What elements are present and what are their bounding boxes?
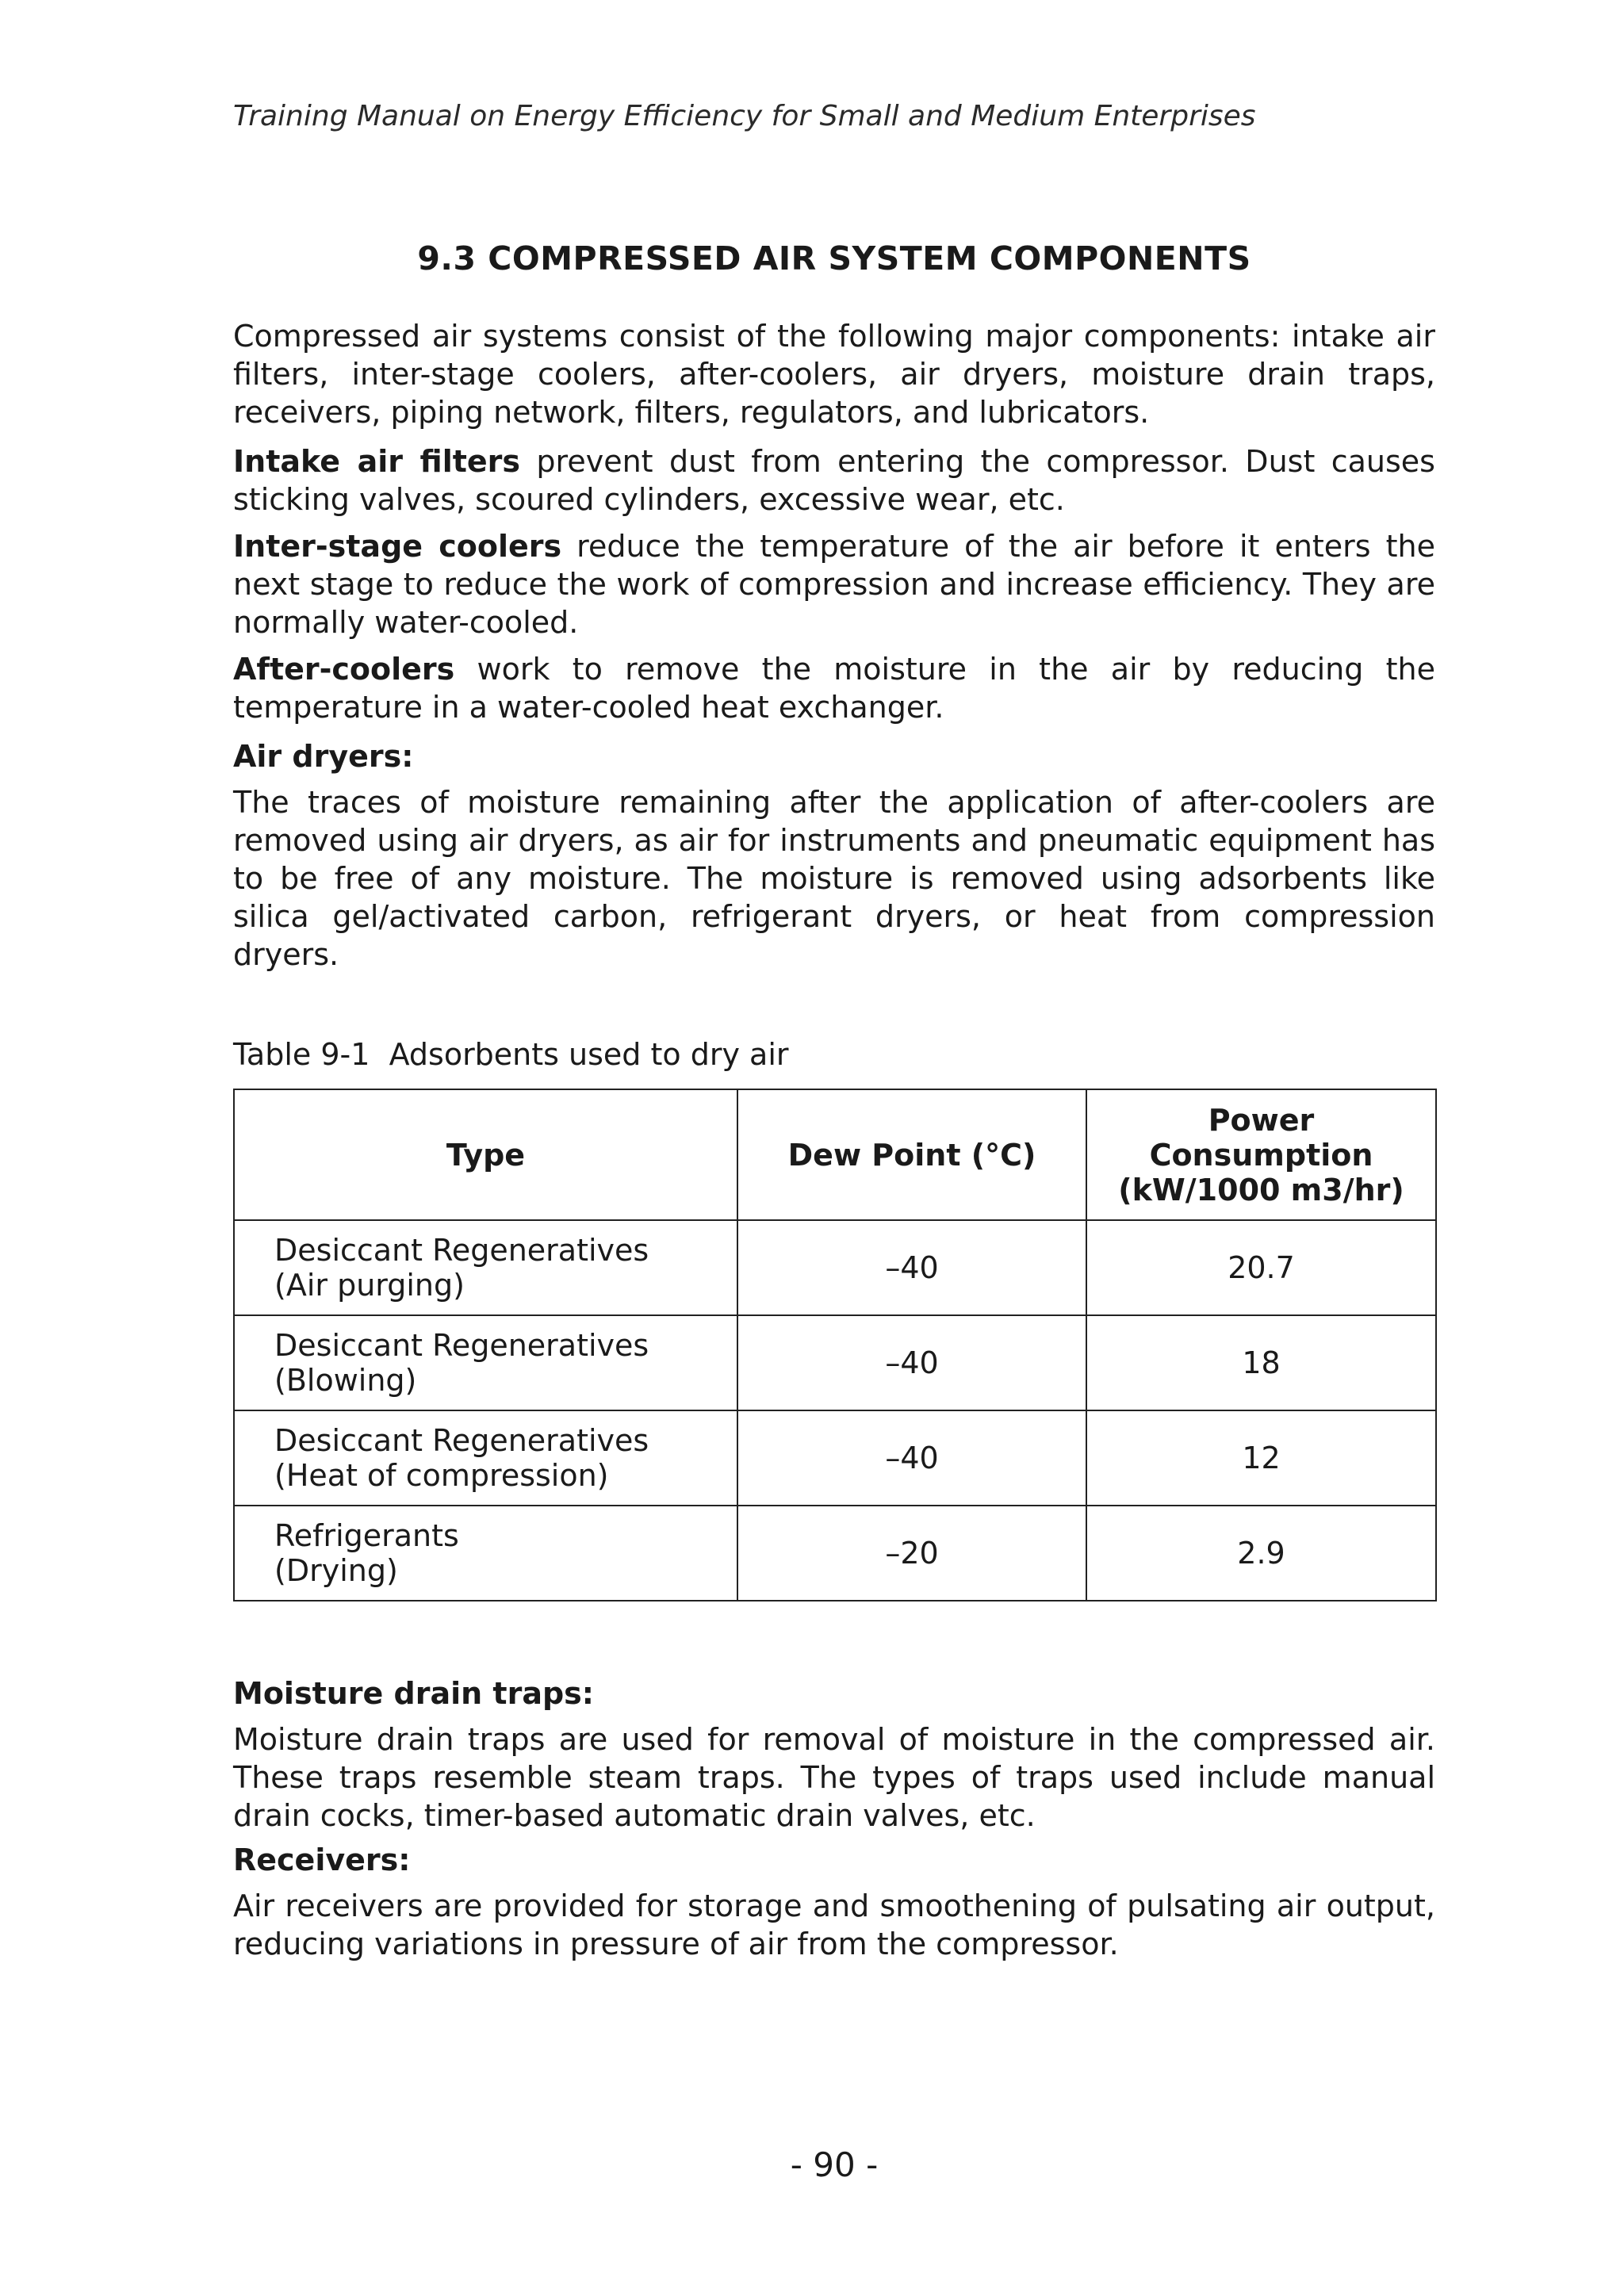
table-header-row xyxy=(234,1089,1436,1220)
type-cell xyxy=(234,1506,737,1601)
type-line1: Desiccant Regeneratives xyxy=(274,1233,649,1268)
dew-point-cell: –40 xyxy=(737,1315,1086,1410)
adsorbents-table xyxy=(233,1089,1437,1601)
aftercoolers-term: After-coolers xyxy=(233,652,455,687)
power-cell: 2.9 xyxy=(1086,1506,1436,1601)
intake-filters-text: prevent dust from entering the compressor. Dust causes sticking valves, scoured cylinders, excessive wear, etc. xyxy=(233,444,1435,517)
drain-traps-paragraph: Moisture drain traps are used for removal of moisture in the compressed air. These traps resemble steam traps. The types of traps used include manual drain cocks, timer-based automatic drain valves, etc. xyxy=(233,1722,1435,1833)
drain-traps-heading: Moisture drain traps: xyxy=(233,1676,594,1711)
intake-filters-term: Intake air filters xyxy=(233,444,521,479)
header-power-consumption xyxy=(1086,1089,1436,1220)
table-row xyxy=(234,1410,1436,1506)
power-cell: 18 xyxy=(1086,1315,1436,1410)
header-power-line3: (kW/1000 m3/hr) xyxy=(1118,1172,1404,1207)
interstage-coolers-text: reduce the temperature of the air before it enters the next stage to reduce the work of compression and increase efficiency. They are normally water-cooled. xyxy=(233,529,1435,640)
interstage-coolers-paragraph xyxy=(233,527,1435,641)
type-cell xyxy=(234,1220,737,1315)
power-cell: 20.7 xyxy=(1086,1220,1436,1315)
type-line1: Refrigerants xyxy=(274,1518,459,1553)
table-caption: Table 9-1 Adsorbents used to dry air xyxy=(233,1037,789,1072)
table-row xyxy=(234,1220,1436,1315)
page-number: - 90 - xyxy=(790,2145,879,2184)
dew-point-cell: –40 xyxy=(737,1220,1086,1315)
power-cell: 12 xyxy=(1086,1410,1436,1506)
aftercoolers-text: work to remove the moisture in the air by reducing the temperature in a water-cooled heat exchanger. xyxy=(233,652,1435,725)
receivers-paragraph: Air receivers are provided for storage and smoothening of pulsating air output, reducing variations in pressure of air from the compressor. xyxy=(233,1888,1435,1961)
table-row xyxy=(234,1315,1436,1410)
type-line2: (Heat of compression) xyxy=(274,1458,609,1493)
air-dryers-paragraph: The traces of moisture remaining after the application of after-coolers are removed using air dryers, as air for instruments and pneumatic equipment has to be free of any moisture. The moisture is removed using adsorbents like silica gel/activated carbon, refrigerant dryers, or heat from compression dryers. xyxy=(233,785,1435,972)
type-line2: (Air purging) xyxy=(274,1268,465,1303)
type-cell xyxy=(234,1315,737,1410)
type-line1: Desiccant Regeneratives xyxy=(274,1328,649,1363)
running-header: Training Manual on Energy Efficiency for Small and Medium Enterprises xyxy=(233,100,1256,132)
receivers-heading: Receivers: xyxy=(233,1843,411,1877)
header-type: Type xyxy=(234,1089,737,1220)
intake-filters-paragraph xyxy=(233,442,1435,519)
type-line1: Desiccant Regeneratives xyxy=(274,1423,649,1458)
aftercoolers-paragraph xyxy=(233,650,1435,726)
type-line2: (Blowing) xyxy=(274,1363,417,1398)
interstage-coolers-term: Inter-stage coolers xyxy=(233,529,562,564)
header-power-line1: Power xyxy=(1208,1102,1315,1138)
dew-point-cell: –20 xyxy=(737,1506,1086,1601)
section-title: 9.3 COMPRESSED AIR SYSTEM COMPONENTS xyxy=(417,239,1251,277)
air-dryers-heading: Air dryers: xyxy=(233,739,414,774)
table-row xyxy=(234,1506,1436,1601)
intro-paragraph: Compressed air systems consist of the following major components: intake air filters, inter-stage coolers, after-coolers, air dryers, moisture drain traps, receivers, piping network, filters, regulators, and lubricators. xyxy=(233,319,1435,430)
header-power-line2: Consumption xyxy=(1149,1137,1373,1173)
type-cell xyxy=(234,1410,737,1506)
header-dew-point: Dew Point (°C) xyxy=(737,1089,1086,1220)
type-line2: (Drying) xyxy=(274,1553,398,1588)
dew-point-cell: –40 xyxy=(737,1410,1086,1506)
